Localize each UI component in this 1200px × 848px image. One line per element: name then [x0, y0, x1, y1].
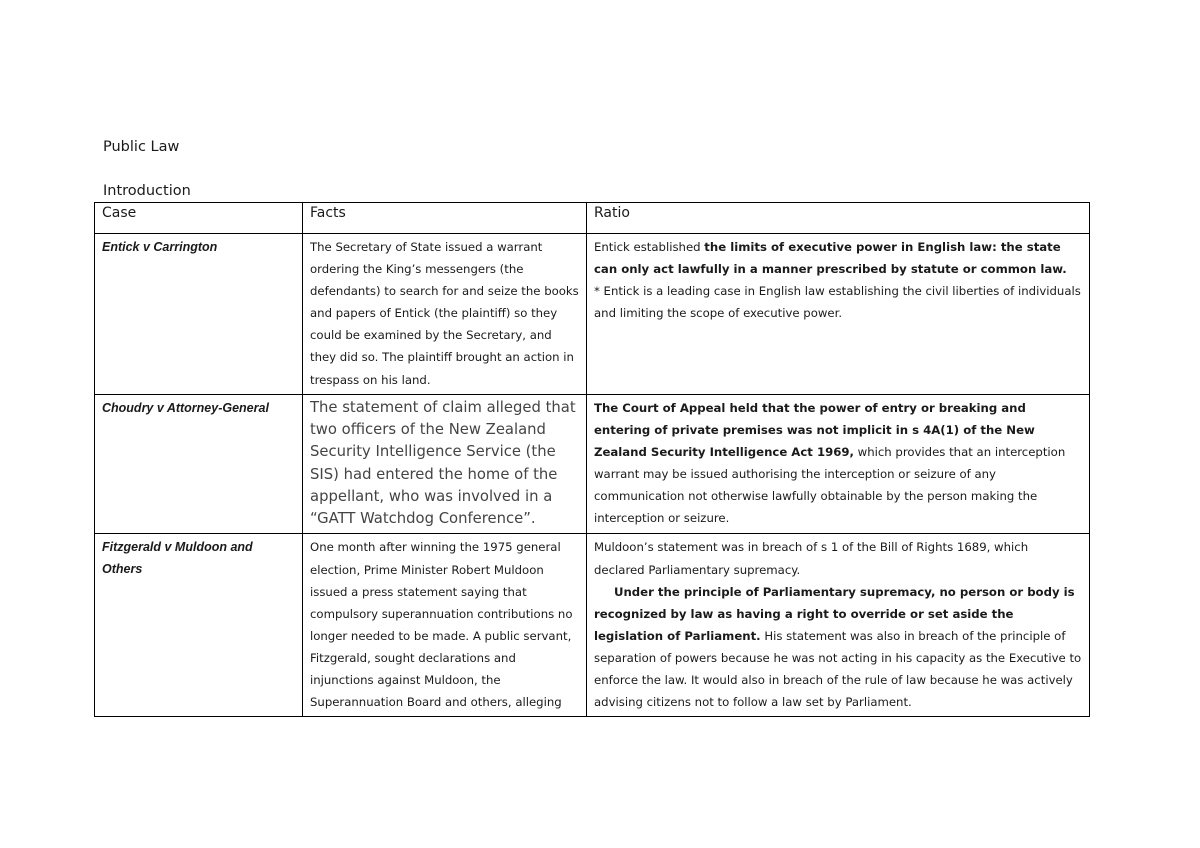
ratio-text: Muldoon’s statement was in breach of s 1 of the Bill of Rights 1689, which declared Parliamentary supremacy.: [594, 540, 1029, 577]
case-name-cell: Entick v Carrington: [95, 234, 303, 395]
facts-cell: [303, 394, 587, 534]
header-ratio: Ratio: [587, 203, 1090, 234]
ratio-note: * Entick is a leading case in English law establishing the civil liberties of individuals and limiting the scope of executive power.: [594, 284, 1081, 321]
ratio-cell: [587, 534, 1090, 717]
table-row: [95, 394, 1090, 534]
facts-text: The statement of claim alleged that two officers of the New Zealand Security Intelligence Service (the SIS) had entered the home of the appellant, who was involved in a “GATT Watchdog Conference”.: [310, 398, 576, 528]
ratio-cell: [587, 394, 1090, 534]
facts-text: One month after winning the 1975 general election, Prime Minister Robert Muldoon issued a press statement saying that compulsory superannuation contributions no longer needed to be made. A public servant, Fitzgerald, sought declarations and injunctions against Muldoon, the Superannuation Board and others, alleging: [310, 540, 573, 710]
table-row: [95, 534, 1090, 717]
table-row: [95, 234, 1090, 395]
section-heading: Introduction: [103, 183, 191, 199]
document-title: Public Law: [103, 139, 180, 155]
case-table: [94, 202, 1090, 717]
case-name-cell: Choudry v Attorney-General: [95, 394, 303, 534]
header-case: Case: [95, 203, 303, 234]
ratio-bold-text: The Court of Appeal held that the power of entry or breaking and entering of private premises was not implicit in s 4A(1) of the New Zealand Security Intelligence Act 1969,: [594, 400, 1035, 459]
case-name-cell: Fitzgerald v Muldoon and Others: [95, 534, 303, 717]
ratio-bold-text: Under the principle of Parliamentary supremacy, no person or body is recognized by law as having a right to override or set aside the legislation of Parliament.: [594, 584, 1075, 643]
ratio-bold-text: the limits of executive power in English law: the state can only act lawfully in a manner prescribed by statute or common law.: [594, 240, 1067, 277]
facts-cell: [303, 234, 587, 395]
ratio-text: Entick established: [594, 240, 705, 254]
header-facts: Facts: [303, 203, 587, 234]
facts-text: The Secretary of State issued a warrant ordering the King’s messengers (the defendants) to search for and seize the books and papers of Entick (the plaintiff) so they could be examined by the Secretary, and they did so. The plaintiff brought an action in trespass on his land.: [310, 240, 579, 387]
ratio-cell: [587, 234, 1090, 395]
ratio-text: which provides that an interception warrant may be issued authorising the interception or seizure of any communication not otherwise lawfully obtainable by the person making the interception or seizure.: [594, 444, 1066, 526]
ratio-text: His statement was also in breach of the principle of separation of powers because he was not acting in his capacity as the Executive to enforce the law. It would also in breach of the rule of law because he was actively advising citizens not to follow a law set by Parliament.: [594, 628, 1082, 710]
table-header-row: [95, 203, 1090, 234]
facts-cell: [303, 534, 587, 717]
